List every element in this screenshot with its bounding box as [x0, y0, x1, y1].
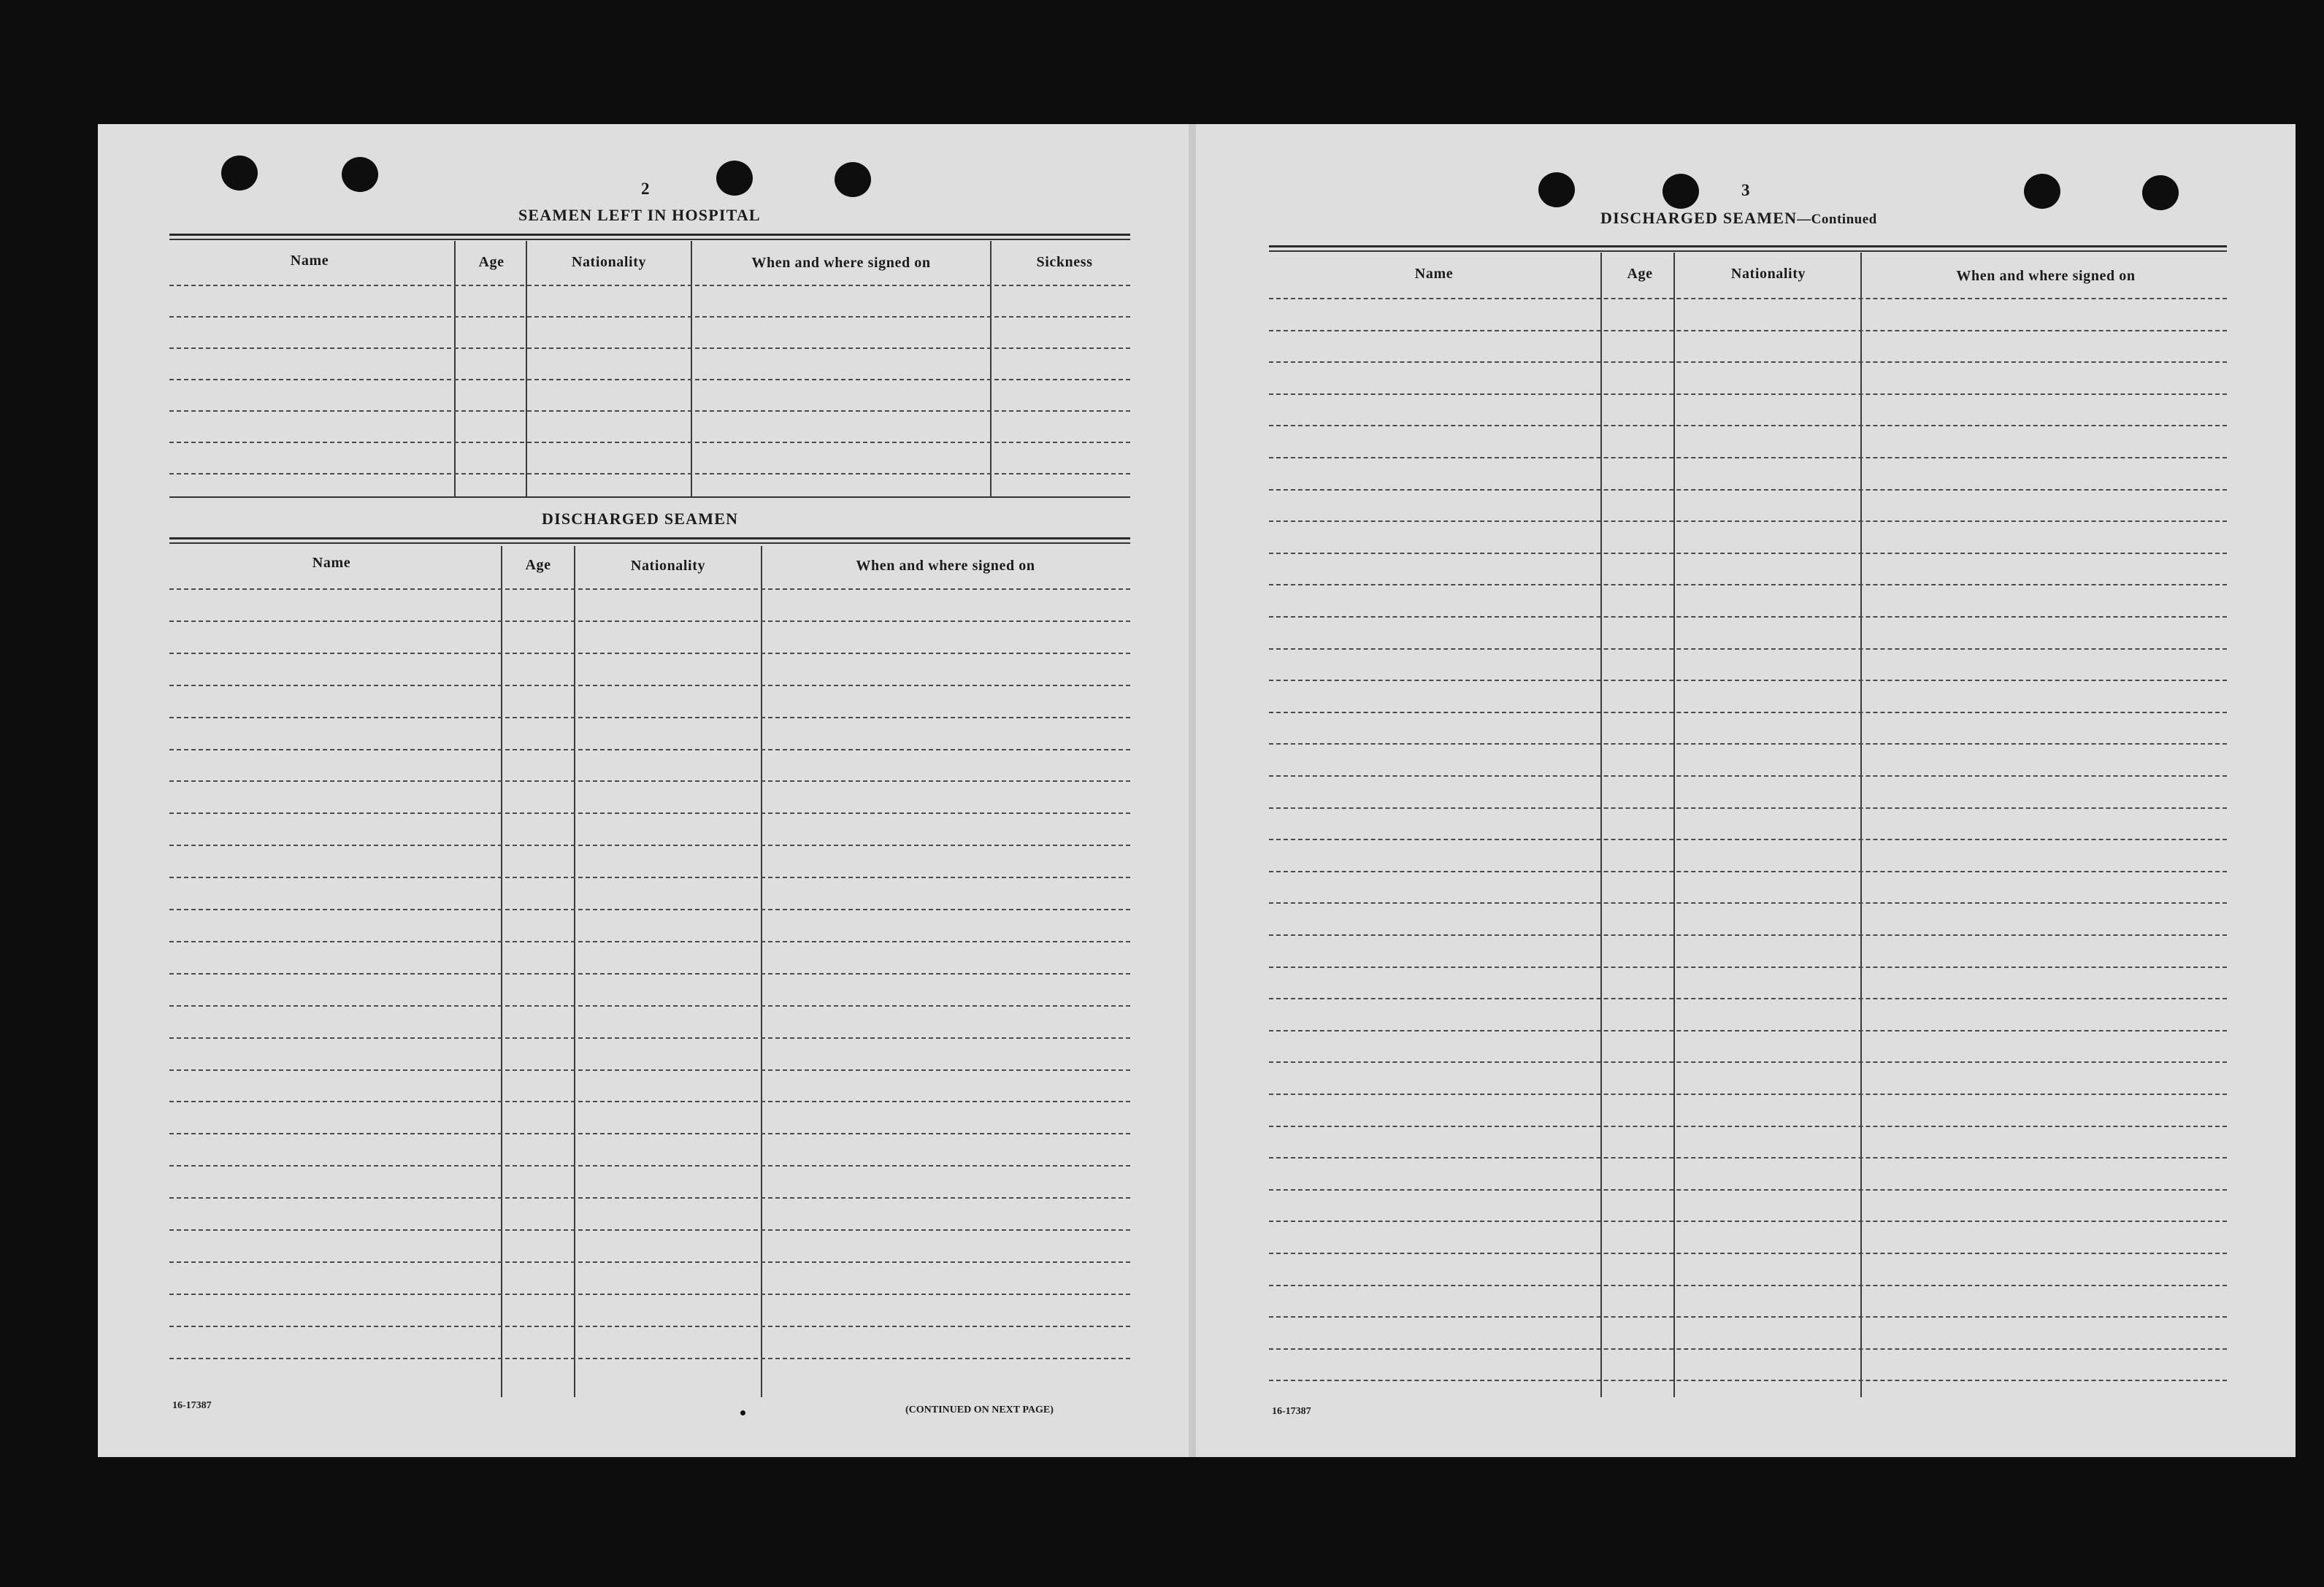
ruled-entry-line [169, 1037, 1130, 1039]
ruled-entry-line [169, 1069, 1130, 1071]
punch-hole [221, 155, 258, 191]
ruled-entry-line [169, 941, 1130, 942]
ruled-entry-line [1269, 1348, 2227, 1350]
ruled-entry-line [1269, 1189, 2227, 1191]
form-number-left: 16-17387 [172, 1400, 212, 1411]
ruled-entry-line [1269, 1285, 2227, 1286]
ruled-entry-line [169, 780, 1130, 782]
continued-title-main: DISCHARGED SEAMEN [1600, 209, 1798, 227]
page-number-right: 3 [1741, 181, 1750, 199]
discharged-header-name: Name [312, 555, 351, 571]
discharged-col-divider [761, 546, 762, 1397]
ruled-entry-line [169, 1229, 1130, 1231]
continued-table-top-rule [1269, 245, 2227, 247]
continued-header-nationality: Nationality [1730, 266, 1806, 282]
hospital-table-top-rule [169, 234, 1130, 236]
ruled-entry-line [1269, 967, 2227, 968]
ruled-entry-line [169, 812, 1130, 814]
ruled-entry-line [1269, 616, 2227, 618]
ruled-entry-line [1269, 934, 2227, 936]
punch-hole [835, 162, 871, 197]
ruled-entry-line [169, 685, 1130, 686]
discharged-section-title: DISCHARGED SEAMEN [542, 510, 739, 528]
ruled-entry-line [1269, 1380, 2227, 1381]
center-fold [1189, 124, 1196, 1457]
ruled-entry-line [1269, 361, 2227, 363]
discharged-col-divider [501, 546, 502, 1397]
punch-hole [2024, 174, 2060, 209]
ruled-entry-line [169, 1294, 1130, 1295]
ruled-entry-line [1269, 393, 2227, 395]
ruled-entry-line [1269, 871, 2227, 872]
ruled-entry-line [1269, 520, 2227, 522]
ruled-entry-line [1269, 743, 2227, 745]
ruled-entry-line [169, 588, 1130, 590]
ruled-entry-line [169, 316, 1130, 318]
ruled-entry-line [1269, 807, 2227, 809]
ruled-entry-line [1269, 584, 2227, 585]
discharged-header-nationality: Nationality [630, 558, 706, 574]
ruled-entry-line [169, 653, 1130, 654]
ruled-entry-line [1269, 1094, 2227, 1095]
left-page [98, 124, 1190, 1457]
punch-hole [342, 157, 378, 192]
punch-hole [716, 161, 753, 196]
hospital-col-divider [454, 241, 456, 498]
continued-table-top-rule-inner [1269, 250, 2227, 252]
discharged-table-top-rule [169, 537, 1130, 539]
ruled-entry-line [169, 379, 1130, 380]
ruled-entry-line [169, 1133, 1130, 1134]
discharged-header-signed-on: When and where signed on [856, 558, 1035, 574]
hospital-header-nationality: Nationality [571, 254, 647, 270]
ruled-entry-line [1269, 648, 2227, 650]
ruled-entry-line [169, 347, 1130, 349]
punch-hole [1663, 174, 1699, 209]
hospital-col-divider [526, 241, 527, 498]
ink-speck [740, 1410, 745, 1415]
continued-header-age: Age [1627, 266, 1653, 282]
right-page [1193, 124, 2296, 1457]
ruled-entry-line [169, 845, 1130, 846]
discharged-col-divider [574, 546, 575, 1397]
discharged-table-top-rule-inner [169, 542, 1130, 544]
ruled-entry-line [169, 1326, 1130, 1327]
ruled-entry-line [169, 1101, 1130, 1102]
ruled-entry-line [169, 1005, 1130, 1007]
continued-title-suffix: —Continued [1797, 212, 1877, 227]
continued-header-name: Name [1414, 266, 1454, 282]
ruled-entry-line [1269, 775, 2227, 777]
ruled-entry-line [169, 620, 1130, 622]
ruled-entry-line [169, 1261, 1130, 1263]
ruled-entry-line [1269, 1030, 2227, 1031]
ruled-entry-line [1269, 1316, 2227, 1318]
ruled-entry-line [169, 410, 1130, 412]
ruled-entry-line [1269, 457, 2227, 458]
ruled-entry-line [1269, 1221, 2227, 1222]
ruled-entry-line [169, 973, 1130, 975]
ruled-entry-line [169, 442, 1130, 443]
ruled-entry-line [169, 1358, 1130, 1359]
continued-header-signed-on: When and where signed on [1956, 268, 2136, 284]
ruled-entry-line [169, 877, 1130, 878]
ruled-entry-line [1269, 998, 2227, 999]
punch-hole [1538, 172, 1575, 207]
ruled-entry-line [169, 1197, 1130, 1199]
ruled-entry-line [169, 749, 1130, 750]
hospital-header-age: Age [478, 254, 505, 270]
ruled-entry-line [169, 717, 1130, 718]
punch-hole [2142, 175, 2179, 210]
ruled-entry-line [1269, 553, 2227, 554]
hospital-col-divider [691, 241, 692, 498]
discharged-header-age: Age [525, 557, 551, 573]
continued-section-title [1600, 209, 1877, 228]
hospital-section-title: SEAMEN LEFT IN HOSPITAL [518, 206, 761, 224]
ruled-entry-line [1269, 330, 2227, 331]
form-number-right: 16-17387 [1272, 1406, 1311, 1417]
ruled-entry-line [169, 473, 1130, 474]
hospital-header-name: Name [290, 253, 329, 269]
hospital-table-bottom-rule [169, 496, 1130, 498]
ruled-entry-line [1269, 712, 2227, 713]
ruled-entry-line [1269, 298, 2227, 299]
hospital-table-top-rule-inner [169, 239, 1130, 240]
ruled-entry-line [169, 909, 1130, 910]
ruled-entry-line [1269, 425, 2227, 426]
ruled-entry-line [1269, 902, 2227, 904]
ruled-entry-line [1269, 1157, 2227, 1158]
ruled-entry-line [1269, 1061, 2227, 1063]
ruled-entry-line [169, 285, 1130, 286]
hospital-col-divider [990, 241, 992, 498]
ruled-entry-line [1269, 680, 2227, 681]
ruled-entry-line [1269, 1126, 2227, 1127]
continued-note: (CONTINUED ON NEXT PAGE) [905, 1405, 1054, 1415]
ruled-entry-line [1269, 1253, 2227, 1254]
ruled-entry-line [1269, 839, 2227, 840]
page-number-left: 2 [641, 180, 650, 198]
hospital-header-sickness: Sickness [1036, 254, 1093, 270]
hospital-header-signed-on: When and where signed on [751, 255, 931, 271]
ruled-entry-line [169, 1165, 1130, 1167]
ruled-entry-line [1269, 489, 2227, 491]
